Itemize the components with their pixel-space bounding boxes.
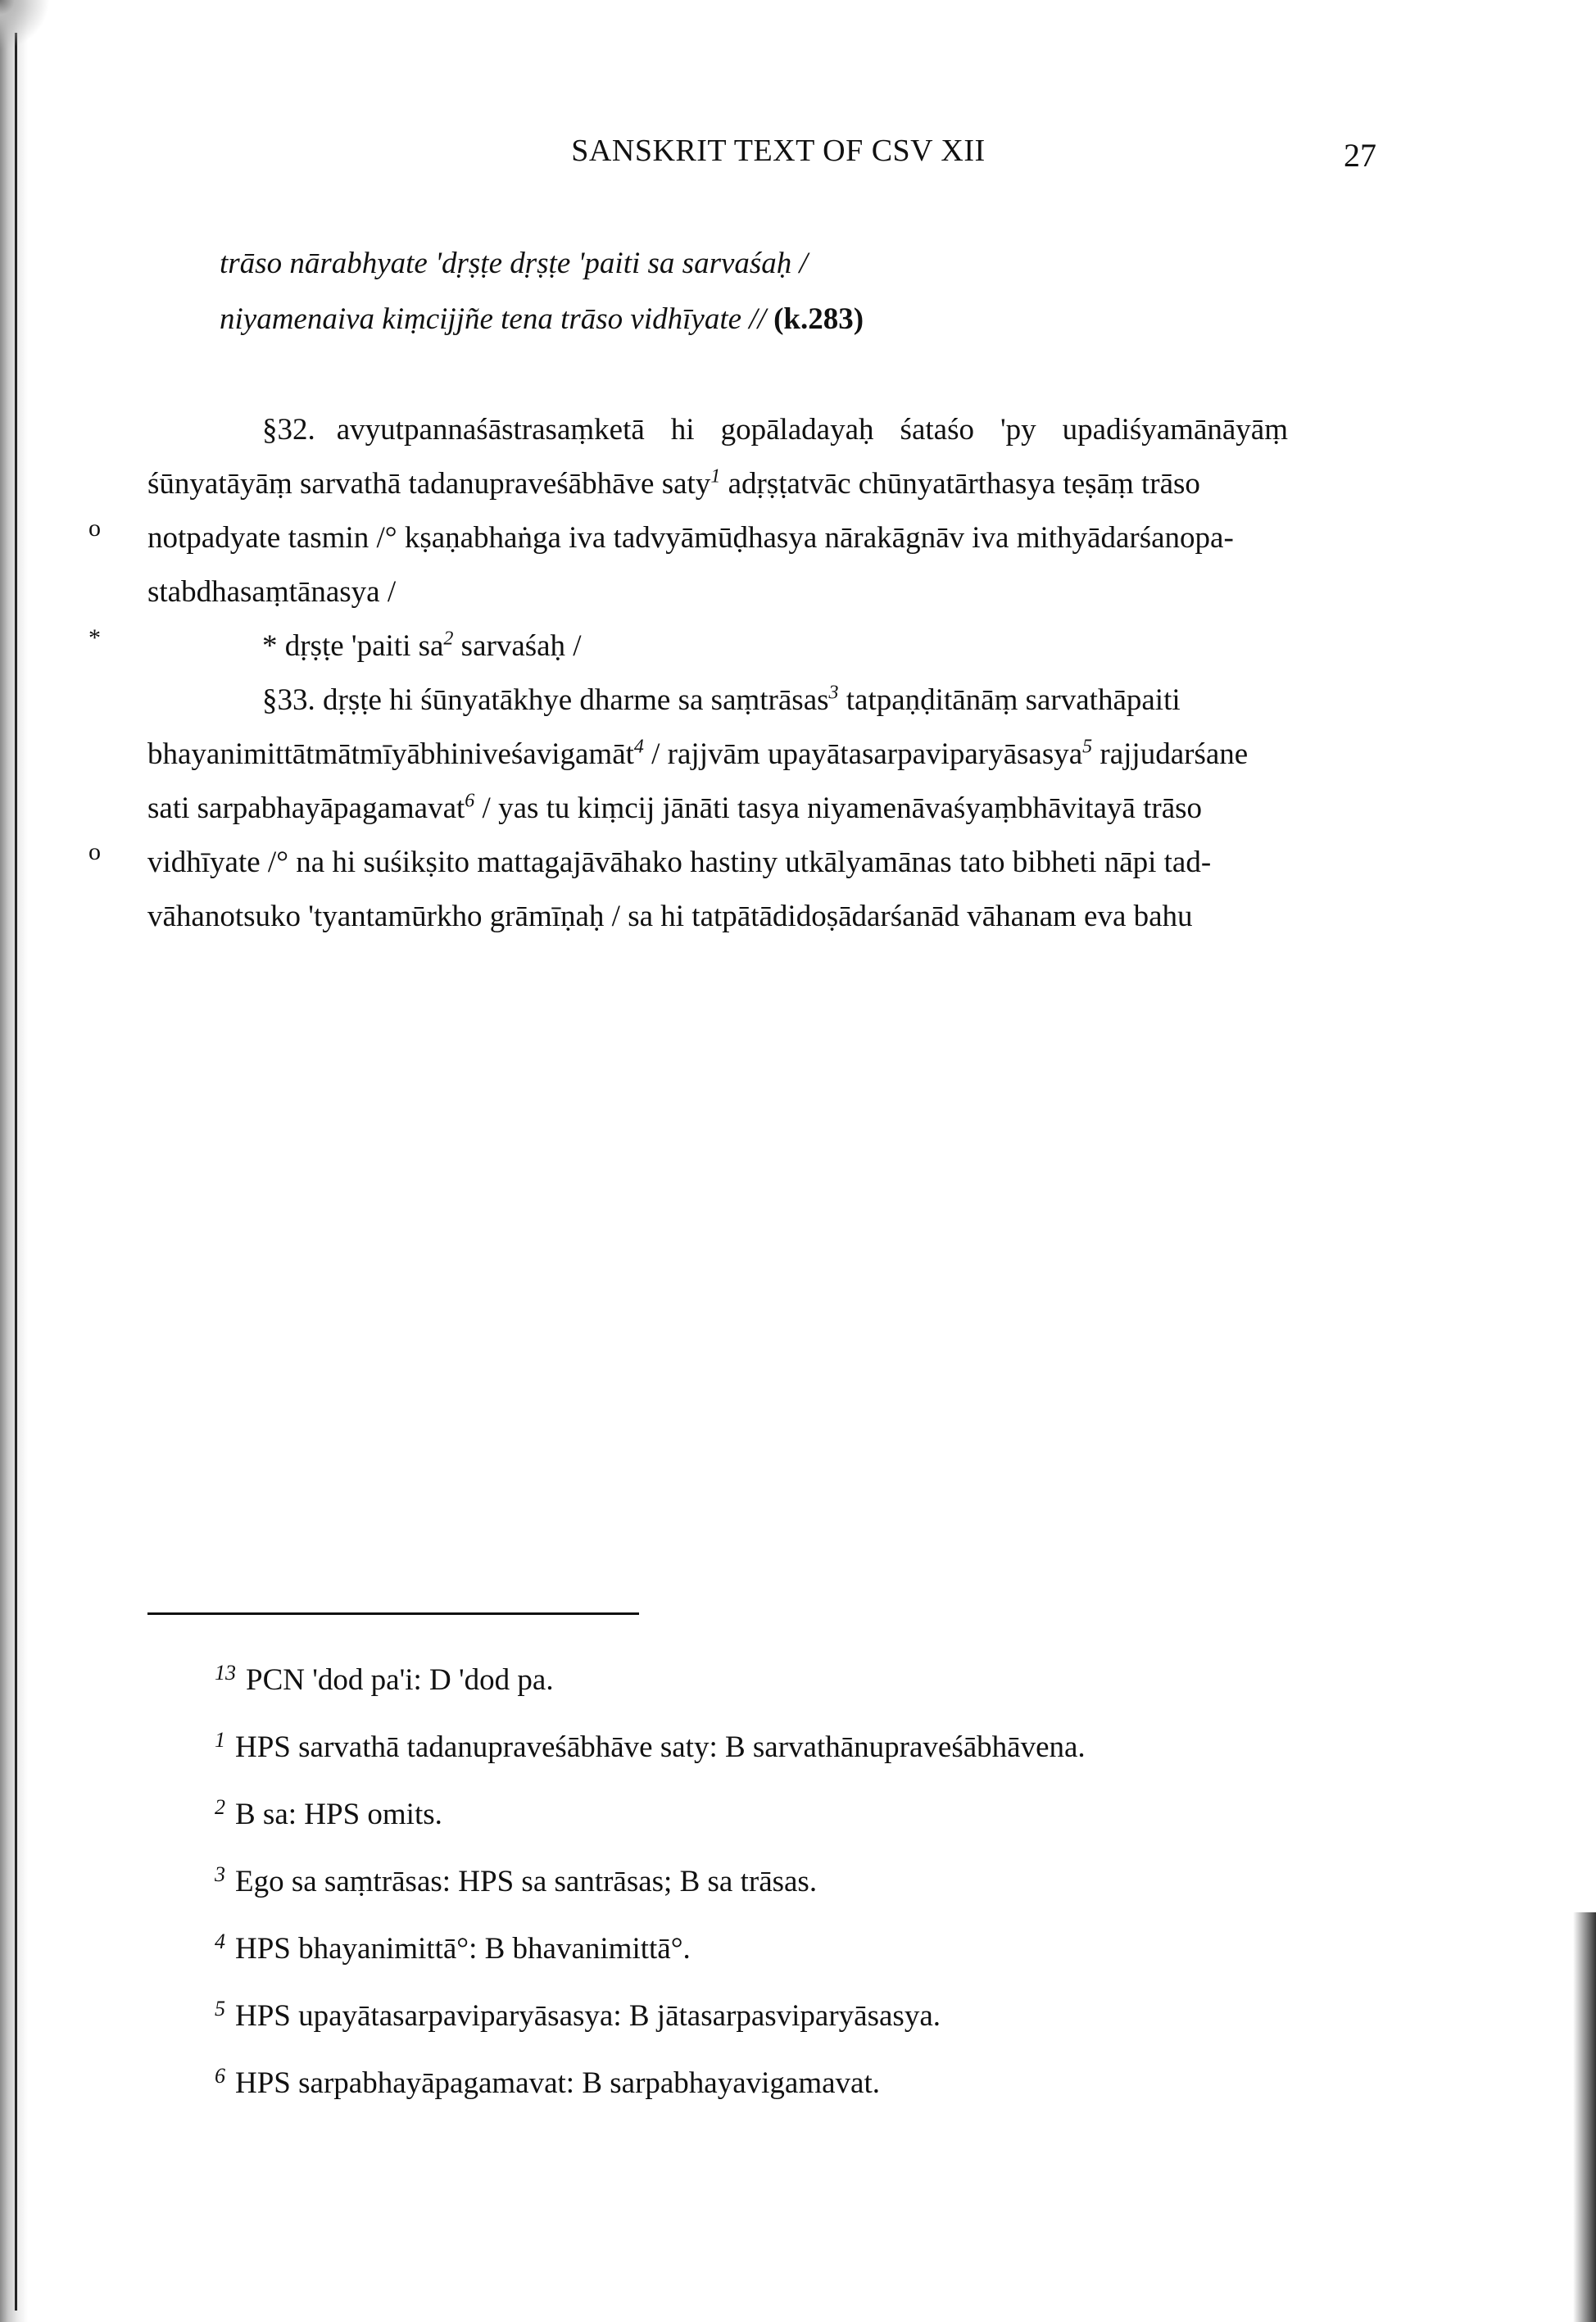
footnote-ref-3: 3	[828, 682, 839, 704]
scan-left-edge-line	[15, 33, 17, 2311]
section-33-line-4	[147, 836, 1389, 890]
footnote-ref-5: 5	[1082, 736, 1093, 758]
running-head: SANSKRIT TEXT OF CSV XII	[571, 134, 986, 168]
section-32-text-b: adṛṣṭatvāc chūnyatārthasya teṣāṃ trāso	[728, 467, 1200, 501]
footnote-number: 1	[215, 1728, 225, 1752]
starred-text	[262, 619, 582, 673]
section-33-text-b: / yas tu kiṃcij jānāti tasya niyamenāvaśyaṃbhāvitayā trāso	[482, 791, 1203, 825]
footnote-text: HPS bhayanimittā°: B bhavanimittā°.	[235, 1932, 691, 1966]
footnote-text: HPS sarpabhayāpagamavat: B sarpabhayavigamavat.	[235, 2066, 881, 2100]
section-32-text: notpadyate tasmin /° kṣaṇabhaṅga iva tadvyāmūḍhasya nārakāgnāv iva mithyādarśanopa-	[147, 521, 1234, 555]
footnote	[215, 2046, 1086, 2113]
starred-line	[147, 619, 1389, 673]
footnote-text: HPS upayātasarpaviparyāsasya: B jātasarpasviparyāsasya.	[235, 1999, 941, 2033]
footnote-text: HPS sarvathā tadanupraveśābhāve saty: B sarvathānupraveśābhāvena.	[235, 1730, 1086, 1764]
section-33-text-a: sati sarpabhayāpagamavat	[147, 791, 465, 825]
section-32-text: stabdhasaṃtānasya /	[147, 575, 397, 609]
footnote-number: 2	[215, 1795, 225, 1819]
margin-circle-mark: o	[88, 515, 101, 542]
section-33-text	[147, 782, 1202, 836]
footnote-number: 6	[215, 2064, 225, 2088]
scan-right-edge-shadow	[1573, 1912, 1596, 2322]
section-33-text-b: tatpaṇḍitānāṃ sarvathāpaiti	[846, 683, 1181, 717]
verse-reference: (k.283)	[773, 302, 864, 336]
section-32-word: hi	[670, 413, 695, 447]
footnote-ref-6: 6	[465, 790, 475, 812]
footnote	[215, 1710, 1086, 1777]
section-32	[147, 403, 1389, 673]
section-33-text	[147, 728, 1248, 782]
section-33-text-c: rajjudarśane	[1100, 737, 1249, 771]
footnote-number: 5	[215, 1997, 225, 2020]
section-32-line-4	[147, 565, 1389, 619]
section-32-text	[147, 457, 1200, 511]
verse-line-2	[220, 302, 864, 337]
section-32-text-a: śūnyatāyāṃ sarvathā tadanupraveśābhāve saty	[147, 467, 711, 501]
starred-text-b: sarvaśaḥ /	[460, 629, 582, 663]
section-32-word: upadiśyamānāyāṃ	[1062, 413, 1289, 447]
section-32-word: 'py	[1000, 413, 1036, 447]
footnote-number: 13	[215, 1661, 236, 1685]
footnote-number: 3	[215, 1862, 225, 1886]
starred-text-a: * dṛṣṭe 'paiti sa	[262, 629, 444, 663]
footnote-text: B sa: HPS omits.	[235, 1798, 442, 1831]
section-33-line-1	[147, 673, 1389, 728]
scan-left-edge-shadow	[0, 0, 28, 2322]
section-33-text-b: / rajjvām upayātasarpaviparyāsasya	[651, 737, 1083, 771]
footnote	[215, 1979, 1086, 2046]
section-33-text-a: bhayanimittātmātmīyābhiniveśavigamāt	[147, 737, 634, 771]
margin-circle-mark: o	[88, 838, 101, 865]
section-33-line-3	[147, 782, 1389, 836]
section-32-word: avyutpannaśāstrasaṃketā	[336, 413, 645, 447]
section-33-text: vāhanotsuko 'tyantamūrkho grāmīṇaḥ / sa hi tatpātādidoṣādarśanād vāhanam eva bahu	[147, 900, 1193, 933]
footnotes	[215, 1643, 1086, 2113]
margin-star-mark: *	[88, 624, 101, 651]
section-33-line-5	[147, 890, 1389, 944]
footnote	[215, 1643, 1086, 1710]
scan-corner-smudge	[0, 0, 57, 57]
page-number: 27	[1344, 137, 1376, 174]
footnote	[215, 1912, 1086, 1979]
section-32-line-3	[147, 511, 1389, 565]
footnote-text: PCN 'dod pa'i: D 'dod pa.	[246, 1663, 554, 1697]
footnote-number: 4	[215, 1930, 225, 1953]
section-33	[147, 673, 1389, 944]
footnote-ref-2: 2	[443, 628, 454, 650]
section-33-line-2	[147, 728, 1389, 782]
section-32-line-2	[147, 457, 1389, 511]
footnote	[215, 1844, 1086, 1912]
verse-line-1: trāso nārabhyate 'dṛṣṭe dṛṣṭe 'paiti sa sarvaśaḥ /	[220, 247, 808, 280]
section-33-text-a: §33. dṛṣṭe hi śūnyatākhye dharme sa saṃtrāsas	[262, 683, 829, 717]
section-32-word: §32.	[262, 413, 315, 447]
section-32-word: śataśo	[900, 413, 974, 447]
footnote-text: Ego sa saṃtrāsas: HPS sa santrāsas; B sa trāsas.	[235, 1865, 818, 1898]
section-33-text	[262, 673, 1181, 728]
section-32-line-1	[147, 403, 1389, 457]
footnote	[215, 1777, 1086, 1844]
footnote-divider	[147, 1612, 639, 1615]
footnote-ref-1: 1	[710, 465, 721, 488]
section-33-text: vidhīyate /° na hi suśikṣito mattagajāvāhako hastiny utkālyamānas tato bibheti nāpi tad-	[147, 846, 1212, 879]
section-32-word: gopāladayaḥ	[720, 413, 874, 447]
verse-line-2-text: niyamenaiva kiṃcijjñe tena trāso vidhīyate //	[220, 302, 766, 336]
footnote-ref-4: 4	[633, 736, 644, 758]
